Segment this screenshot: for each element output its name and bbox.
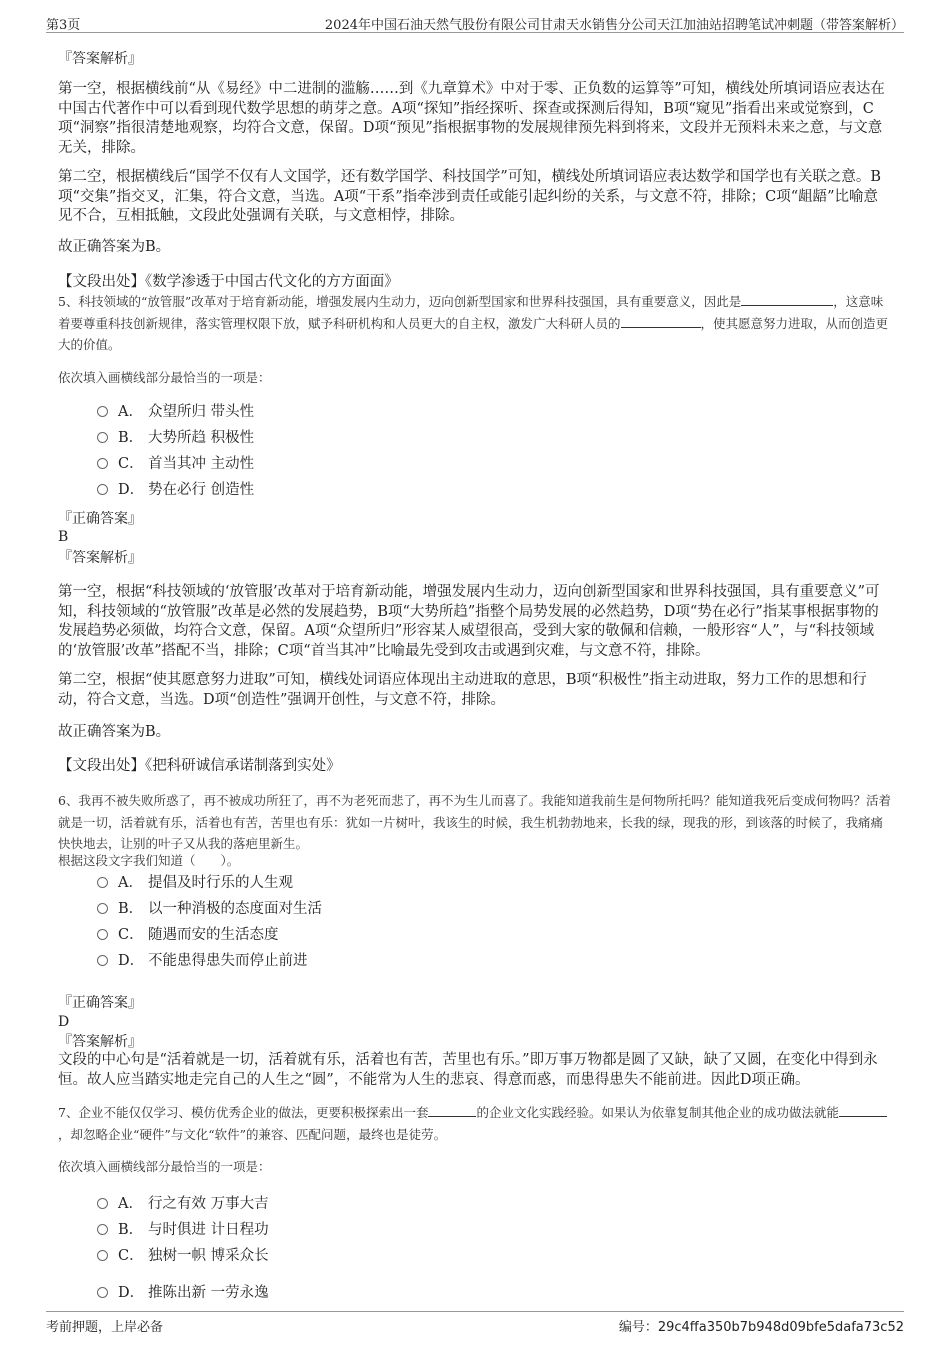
q6-analysis-p1: 文段的中心句是“活着就是一切，活着就有乐，活着也有苦，苦里也有乐。”即万事万物都是圆了又缺，缺了又圆，在变化中得到永恒。故人应当踏实地走完自己的人生之“圆”，不能常为人生的悲哀、得意而惑，而患得患失不能前进。因此D项正确。 [58,1052,878,1088]
q6-option-c[interactable]: C． 随遇而安的生活态度 [97,925,279,945]
q5-analysis-p1: 第一空，根据“科技领域的‘放管服’改革对于培育新动能，增强发展内生动力，迈向创新型国家和世界科技强国，具有重要意义”可知，科技领域的“放管服”改革是必然的发展趋势，B项“大势所趋”指整个局势发展的必然趋势，D项“势在必行”指某事根据事物的发展趋势必须做，均符合文意，保留。A项“众望所归”形容某人威望很高，受到大家的敬佩和信赖，一般形容“人”，与“科技领域的‘放管服’改革”搭配不当，排除；C项“首当其冲”比喻最先受到攻击或遇到灾难，与文意不符，排除。 [58,584,880,659]
page-header [46,12,904,33]
q7-prompt: 依次填入画横线部分最恰当的一项是： [58,1159,271,1174]
q4-analysis-p2: 第二空，根据横线后“国学不仅有人文国学，还有数学国学、科技国学”可知，横线处所填词语应表达数学和国学也有关联之意。B项“交集”指交叉，汇集，符合文意，当选。A项“干系”指牵涉到责任或能引起纠纷的关系，与文意不符，排除；C项“龃龉”比喻意见不合，互相抵触，文段此处强调有关联，与文意相悖，排除。 [58,169,881,224]
q6-option-b[interactable]: B． 以一种消极的态度面对生活 [97,899,322,919]
radio-icon[interactable] [97,1250,108,1261]
q6-prompt: 根据这段文字我们知道（ ）。 [58,853,240,868]
radio-icon[interactable] [97,1224,108,1235]
q5-source: 【文段出处】《把科研诚信承诺制落到实处》 [58,758,341,774]
q4-analysis-p1: 第一空，根据横线前“从《易经》中二进制的滥觞……到《九章算术》中对于零、正负数的运算等”可知，横线处所填词语应表达在中国古代著作中可以看到现代数学思想的萌芽之意。A项“探知”指经探听、探查或探测后得知，B项“窥见”指看出来或觉察到，C项“洞察”指很清楚地观察，均符合文意，保留。D项“预见”指根据事物的发展规律预先料到将来，文段并无预料未来之意，与文意无关，排除。 [58,81,885,156]
q5-analysis-p2: 第二空，根据“使其愿意努力进取”可知，横线处词语应体现出主动进取的意思，B项“积极性”指主动进取，努力工作的思想和行动，符合文意，当选。D项“创造性”强调开创性，与文意不符，排除。 [58,672,867,708]
q5-option-d[interactable]: D． 势在必行 创造性 [97,480,254,500]
radio-icon[interactable] [97,406,108,417]
blank-1 [741,293,833,306]
q5-prompt: 依次填入画横线部分最恰当的一项是： [58,370,271,385]
radio-icon[interactable] [97,903,108,914]
q5-conclusion: 故正确答案为B。 [58,724,171,740]
q6-answer: D [58,1014,70,1030]
blank-1 [428,1104,476,1117]
radio-icon[interactable] [97,929,108,940]
q4-conclusion: 故正确答案为B。 [58,239,171,255]
page-footer [46,1311,904,1336]
page-number: 第3页 [46,18,81,33]
radio-icon[interactable] [97,432,108,443]
q7-option-d[interactable]: D． 推陈出新 一劳永逸 [97,1283,269,1303]
q7-stem: 7、企业不能仅仅学习、模仿优秀企业的做法，更要积极探索出一套 的企业文化实践经验。如果认为依靠复制其他企业的成功做法就能，却忽略企业“硬件”与文化“软件”的兼容、匹配问题，最终也是徒劳。 [58,1102,892,1145]
radio-icon[interactable] [97,877,108,888]
q6-answer-label: 『正确答案』 [58,995,142,1011]
q6-analysis-label: 『答案解析』 [58,1034,142,1050]
q5-answer: B [58,529,69,545]
q5-answer-label: 『正确答案』 [58,511,142,527]
q5-analysis-label: 『答案解析』 [58,550,142,566]
q5-option-a[interactable]: A． 众望所归 带头性 [97,402,254,422]
radio-icon[interactable] [97,484,108,495]
q7-option-a[interactable]: A． 行之有效 万事大吉 [97,1194,269,1214]
document-code: 编号：29c4ffa350b7b948d09bfe5dafa73c52 [618,1320,904,1335]
blank-2 [839,1104,887,1117]
radio-icon[interactable] [97,458,108,469]
q5-stem: 5、科技领域的“放管服”改革对于培育新动能，增强发展内生动力，迈向创新型国家和世界科技强国，具有重要意义，因此是 ，这意味着要尊重科技创新规律，落实管理权限下放，赋予科研机构和人员更大的自主权，激发广大科研人员的 ，使其愿意努力进取，从而创造更大的价值。 [58,294,889,352]
q7-option-c[interactable]: C． 独树一帜 博采众长 [97,1246,269,1266]
q5-option-b[interactable]: B． 大势所趋 积极性 [97,428,254,448]
q5-option-c[interactable]: C． 首当其冲 主动性 [97,454,254,474]
radio-icon[interactable] [97,1198,108,1209]
q7-option-b[interactable]: B． 与时俱进 计日程功 [97,1220,269,1240]
blank-2 [621,315,701,328]
q6-option-d[interactable]: D． 不能患得患失而停止前进 [97,951,308,971]
radio-icon[interactable] [97,1287,108,1298]
document-title: 2024年中国石油天然气股份有限公司甘肃天水销售分公司天江加油站招聘笔试冲刺题（带答案解析） [324,18,904,33]
footer-slogan: 考前押题，上岸必备 [46,1320,164,1335]
q4-analysis-label: 『答案解析』 [58,51,142,67]
radio-icon[interactable] [97,955,108,966]
q6-option-a[interactable]: A． 提倡及时行乐的人生观 [97,873,293,893]
q4-source: 【文段出处】《数学渗透于中国古代文化的方方面面》 [58,274,399,290]
q6-stem: 6、我再不被失败所惑了，再不被成功所狂了，再不为老死而悲了，再不为生儿而喜了。我能知道我前生是何物所托吗？能知道我死后变成何物吗？活着就是一切，活着就有乐，活着也有苦，苦里也有乐：犹如一片树叶，我该生的时候，我生机勃勃地来，长我的绿，现我的形，到该落的时候了，我痛痛快快地去，让别的叶子又从我的落疤里新生。 [58,793,891,851]
